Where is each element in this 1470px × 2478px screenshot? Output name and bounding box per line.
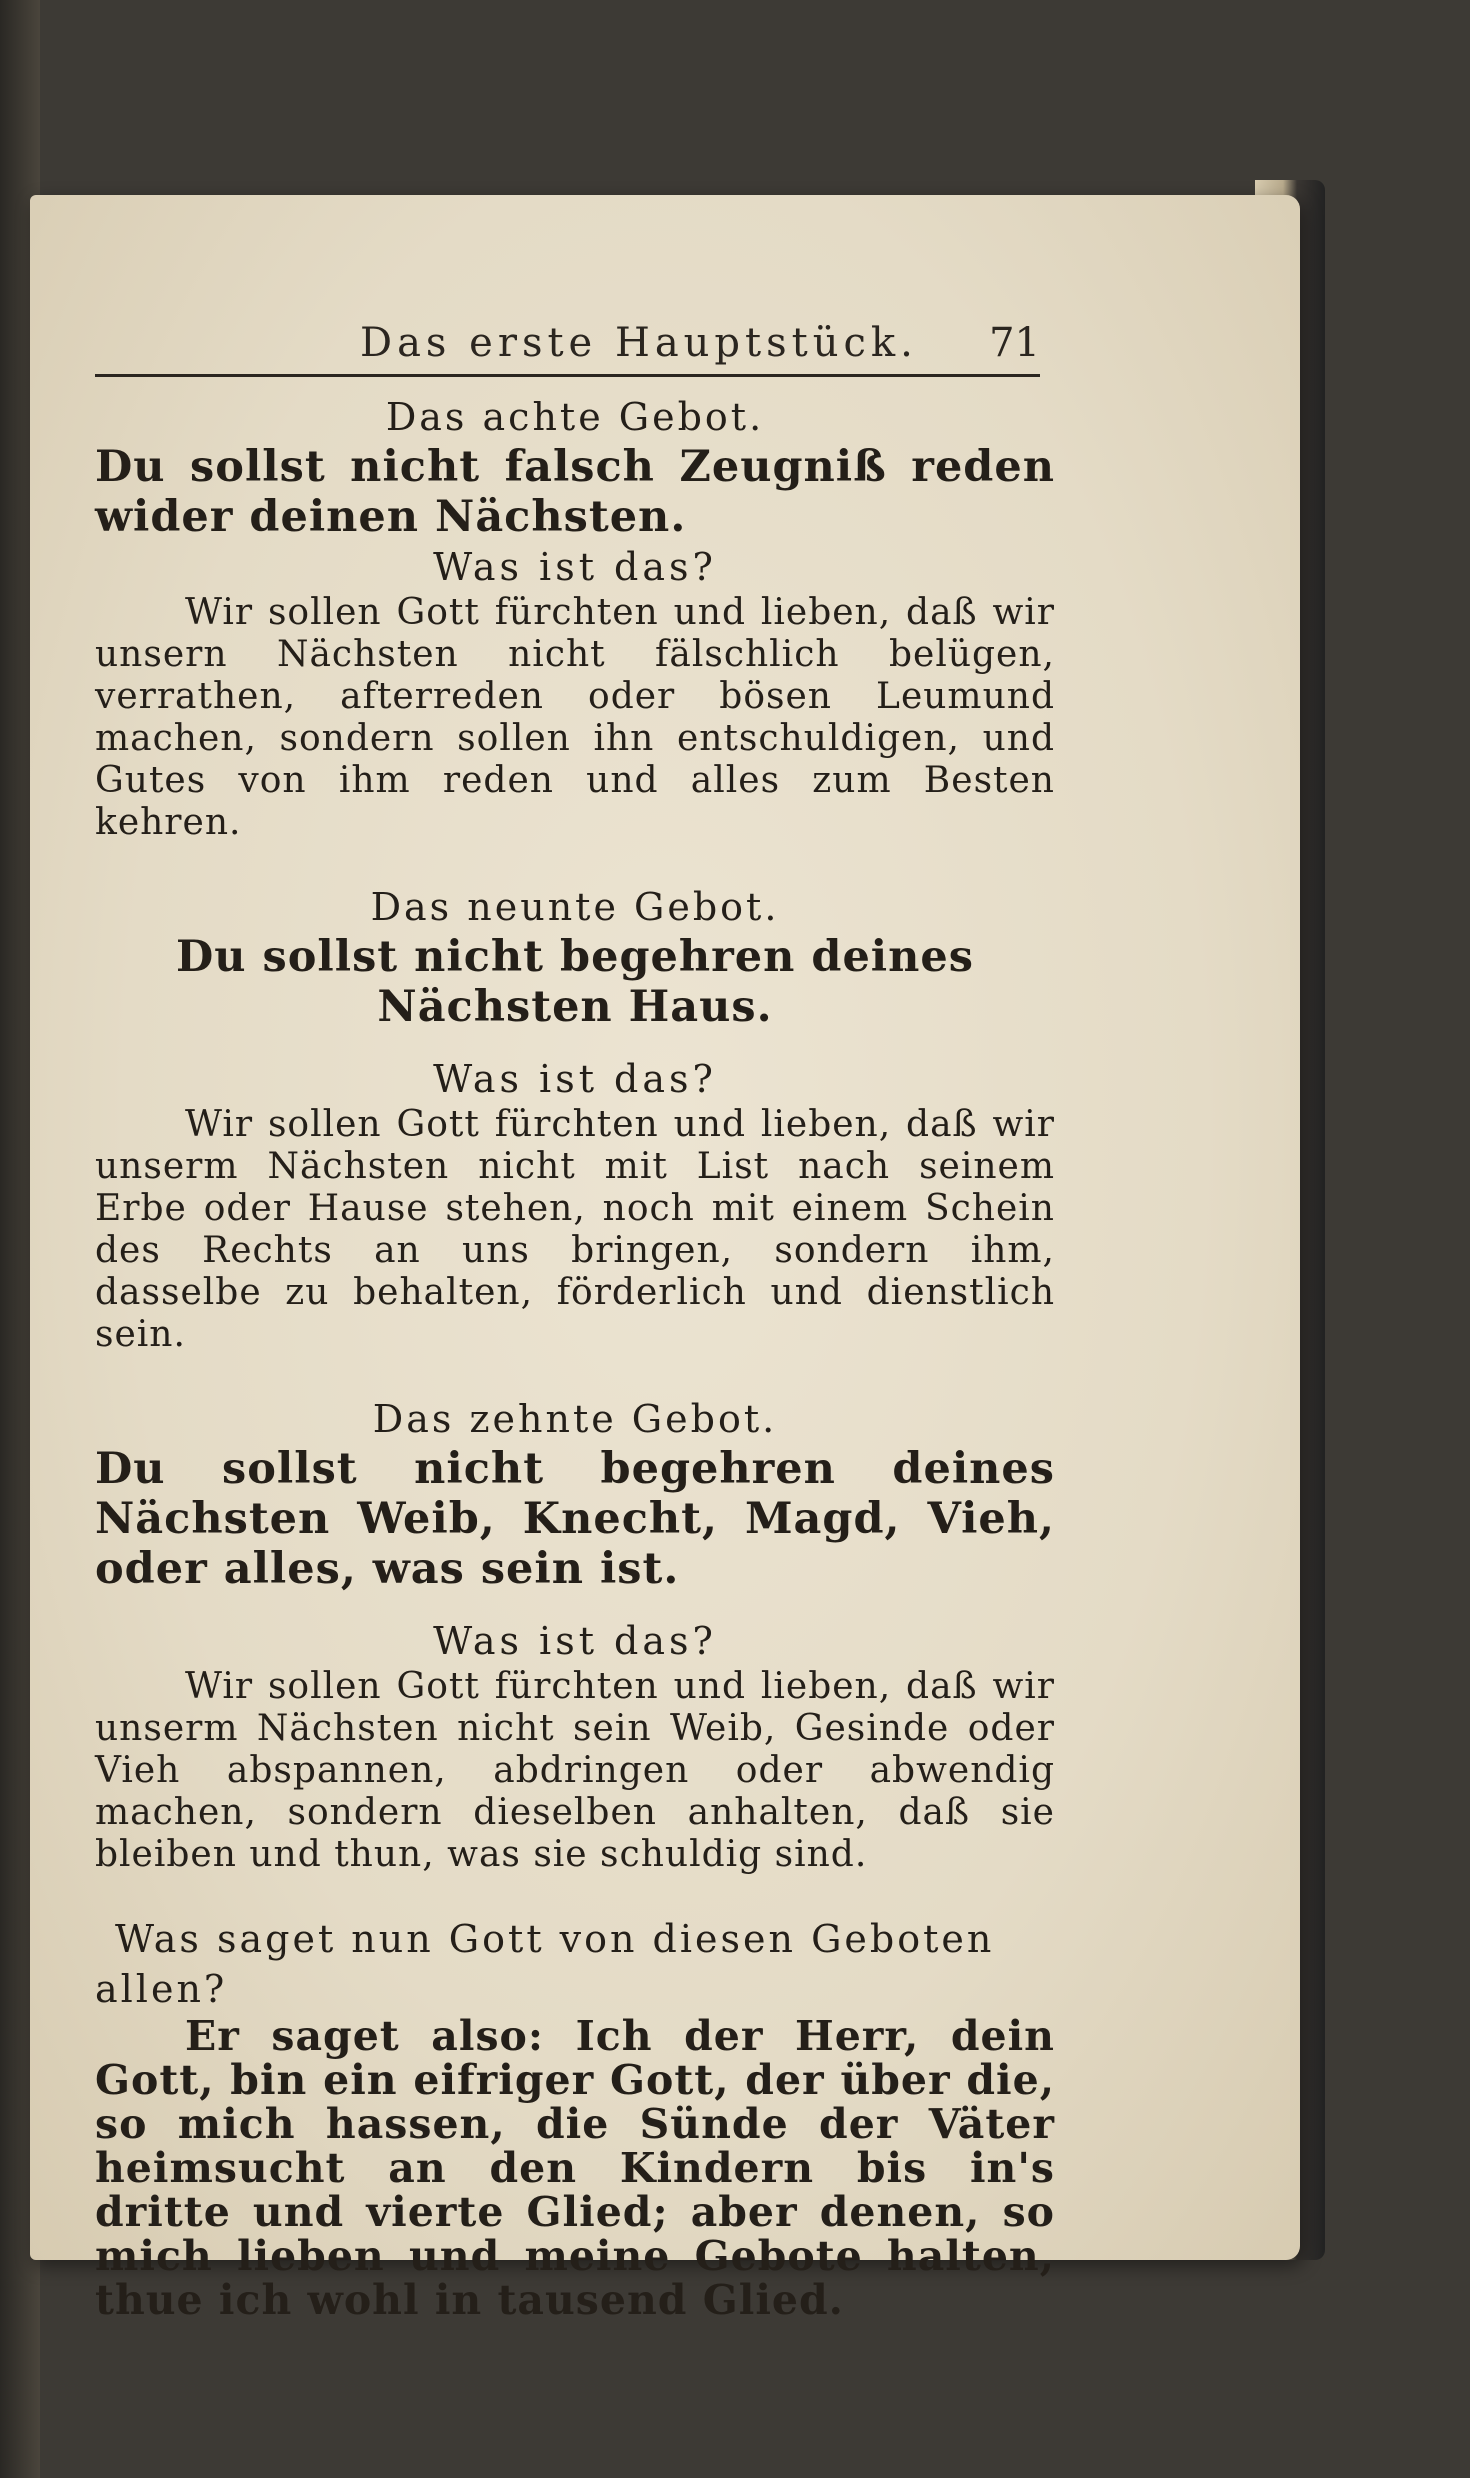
spacer (95, 1032, 1055, 1054)
spacer (95, 1876, 1055, 1914)
explanation-text: Wir sollen Gott fürchten und lieben, daß wir unserm Nächsten nicht sein Weib, Gesinde oder Vieh abspannen, abdringen oder abwendig machen, sondern dieselben anhalten, daß sie bleiben und thun, was sie schuldig sind. (95, 1666, 1055, 1875)
section-closing (95, 1914, 1055, 2322)
question-text: Was ist das? (433, 1057, 717, 1101)
spacer (95, 1356, 1055, 1394)
closing-question: Was saget nun Gott von diesen Geboten allen? (95, 1917, 995, 2011)
header-rule (95, 374, 1040, 377)
spacer (95, 844, 1055, 882)
page-number: 71 (989, 320, 1040, 366)
section-heading: Das achte Gebot. (385, 395, 765, 439)
spacer (95, 1594, 1055, 1616)
section-tenth-commandment (95, 1394, 1055, 1876)
page-content (95, 392, 1055, 2322)
explanation-text: Wir sollen Gott fürchten und lieben, daß wir unserm Nächsten nicht mit List nach seinem Erbe oder Hause stehen, noch mit einem Schein des Rechts an uns bringen, sondern ihm, dasselbe zu behalten, förderlich und dienstlich sein. (95, 1104, 1055, 1355)
question-text: Was ist das? (433, 545, 717, 589)
running-head: Das erste Hauptstück. (360, 320, 918, 366)
section-heading: Das zehnte Gebot. (372, 1397, 778, 1441)
commandment-text: Du sollst nicht begehren deines Nächsten Haus. (176, 932, 974, 1032)
section-heading: Das neunte Gebot. (370, 885, 780, 929)
commandment-text: Du sollst nicht falsch Zeugniß reden wider deinen Nächsten. (95, 442, 1055, 542)
page-header (95, 320, 1040, 370)
explanation-text: Wir sollen Gott fürchten und lieben, daß wir unsern Nächsten nicht fälschlich belügen, verrathen, afterreden oder bösen Leumund machen, sondern sollen ihn entschuldigen, und Gutes von ihm reden und alles zum Besten kehren. (95, 592, 1055, 843)
section-ninth-commandment (95, 882, 1055, 1356)
closing-answer: Er saget also: Ich der Herr, dein Gott, bin ein eifriger Gott, der über die, so mich hassen, die Sünde der Väter heimsucht an den Kindern bis in's dritte und vierte Glied; aber denen, so mich lieben und meine Gebote halten, thue ich wohl in tausend Glied. (95, 2012, 1055, 2324)
question-text: Was ist das? (433, 1619, 717, 1663)
section-eighth-commandment (95, 392, 1055, 844)
commandment-text: Du sollst nicht begehren deines Nächsten Weib, Knecht, Magd, Vieh, oder alles, was sein ist. (95, 1444, 1055, 1594)
